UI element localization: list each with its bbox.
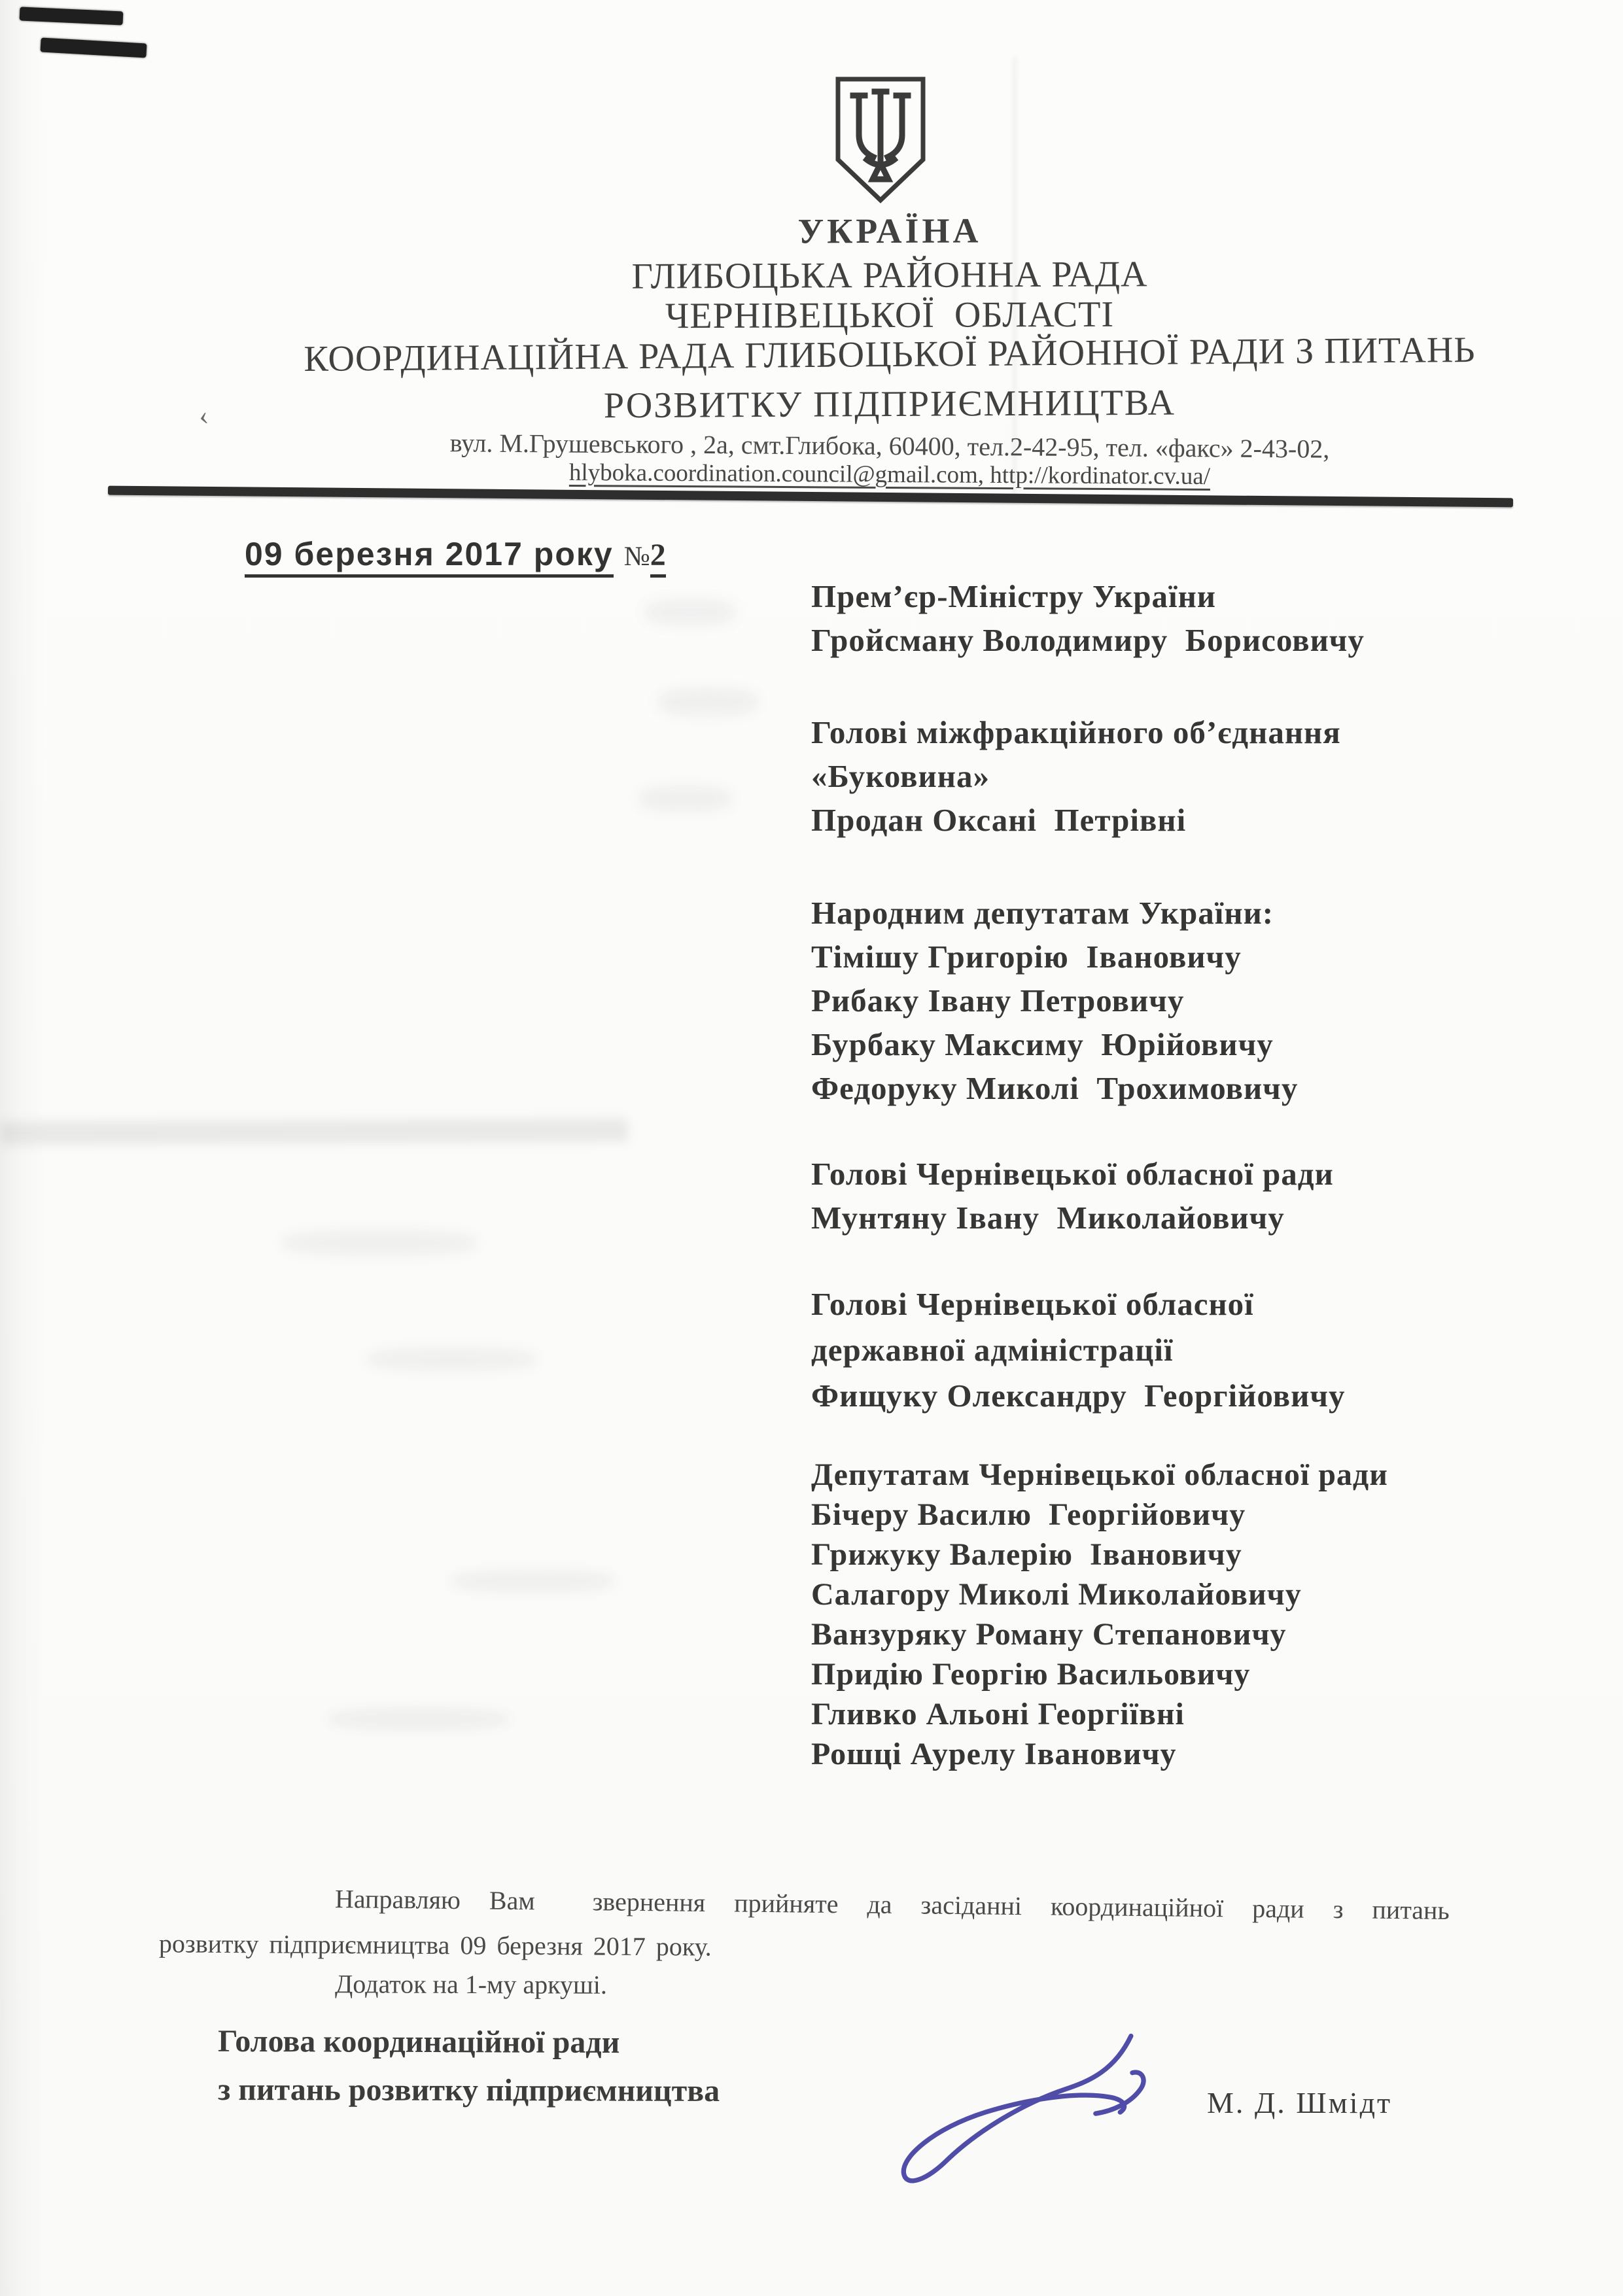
country-title: УКРАЇНА — [797, 211, 982, 251]
recipient-line: Федоруку Миколі Трохимовичу — [811, 1070, 1299, 1106]
signer-title-line1: Голова координаційної ради — [217, 2023, 620, 2061]
org-name-line2: ЧЕРНІВЕЦЬКОЇ ОБЛАСТІ — [665, 294, 1115, 337]
tryzub-emblem — [833, 76, 928, 204]
scan-artifact-mark: ‹ — [196, 400, 211, 432]
bleedthrough-spot — [638, 785, 733, 812]
recipient-line: Мунтяну Івану Миколайовичу — [811, 1200, 1285, 1236]
recipient-line: Прем’єр-Міністру України — [811, 578, 1217, 614]
recipient-line: Бічеру Василю Георгійовичу — [811, 1497, 1246, 1532]
handwritten-signature — [870, 2026, 1158, 2197]
recipient-line: Придію Георгію Васильовичу — [811, 1657, 1251, 1692]
recipient-line: Гройсману Володимиру Борисовичу — [811, 622, 1365, 658]
recipient-block-oblast-council-head — [811, 1152, 1334, 1240]
recipient-line: Гливко Альоні Георгіївні — [811, 1697, 1185, 1731]
signer-title-line2: з питань розвитку підприємництва — [217, 2072, 720, 2109]
recipient-line: Голові Чернівецької обласної — [811, 1286, 1254, 1322]
bleedthrough-spot — [366, 1348, 536, 1371]
recipient-line: Продан Оксані Петрівні — [811, 802, 1187, 838]
bleedthrough-spot — [451, 1570, 615, 1592]
scan-artifact-bar — [20, 7, 124, 25]
body-line: Направляю Вам звернення прийняте да засіданні координаційної ради з питань — [334, 1884, 1450, 1925]
org-contacts: hlyboka.coordination.council@gmail.com, http://kordinator.cv.ua/ — [568, 459, 1211, 490]
recipient-line: «Буковина» — [811, 758, 990, 794]
recipient-line: Ванзуряку Роману Степановичу — [811, 1617, 1287, 1652]
recipient-line: Народним депутатам України: — [811, 895, 1274, 931]
org-name-line1: ГЛИБОЦЬКА РАЙОННА РАДА — [631, 254, 1148, 297]
bleedthrough-spot — [657, 687, 759, 717]
recipient-line: Депутатам Чернівецької обласної ради — [811, 1457, 1388, 1492]
recipient-line: Бурбаку Максиму Юрійовичу — [811, 1026, 1274, 1062]
recipient-line: Голові Чернівецької обласної ради — [811, 1156, 1334, 1192]
recipient-block-pm — [811, 574, 1365, 662]
bleedthrough-spot — [327, 1707, 510, 1731]
signer-name: М. Д. Шмідт — [1207, 2086, 1393, 2119]
date-number-line — [234, 523, 666, 585]
recipient-line: Голові міжфракційного об’єднання — [811, 714, 1341, 750]
org-name-line4: РОЗВИТКУ ПІДПРИЄМНИЦТВА — [603, 382, 1176, 426]
recipient-block-bukovyna — [811, 710, 1341, 842]
recipient-line: державної адміністрації — [811, 1332, 1174, 1368]
recipient-block-oblast-deputies — [811, 1455, 1388, 1774]
recipient-line: Фищуку Олександру Георгійовичу — [811, 1378, 1346, 1414]
recipient-line: Грижуку Валерію Івановичу — [811, 1537, 1242, 1572]
scan-smudge — [0, 1118, 628, 1145]
bleedthrough-spot — [644, 599, 736, 626]
org-address: вул. М.Грушевського , 2а, смт.Глибока, 60400, тел.2-42-95, тел. «факс» 2-43-02, — [449, 428, 1330, 464]
recipient-line: Рибаку Івану Петровичу — [811, 983, 1185, 1018]
recipient-block-oblast-administration-head — [811, 1281, 1345, 1419]
recipient-line: Рошці Аурелу Івановичу — [811, 1737, 1177, 1771]
body-line: розвитку підприємництва 09 березня 2017 року. — [158, 1928, 712, 1962]
letter-number: 2 — [650, 538, 666, 578]
recipient-line: Салагору Миколі Миколайовичу — [811, 1577, 1302, 1612]
recipient-block-deputies-ukraine — [811, 891, 1298, 1110]
scan-artifact-bar — [41, 37, 147, 58]
org-name-line3: КООРДИНАЦІЙНА РАДА ГЛИБОЦЬКОЇ РАЙОННОЇ РАДИ З ПИТАНЬ — [304, 329, 1476, 380]
bleedthrough-spot — [281, 1230, 478, 1256]
letter-date: 09 березня 2017 року — [245, 536, 614, 578]
body-line: Додаток на 1-му аркуші. — [334, 1969, 607, 2000]
number-sign: № — [623, 542, 650, 572]
recipient-line: Тімішу Григорію Івановичу — [811, 939, 1242, 975]
